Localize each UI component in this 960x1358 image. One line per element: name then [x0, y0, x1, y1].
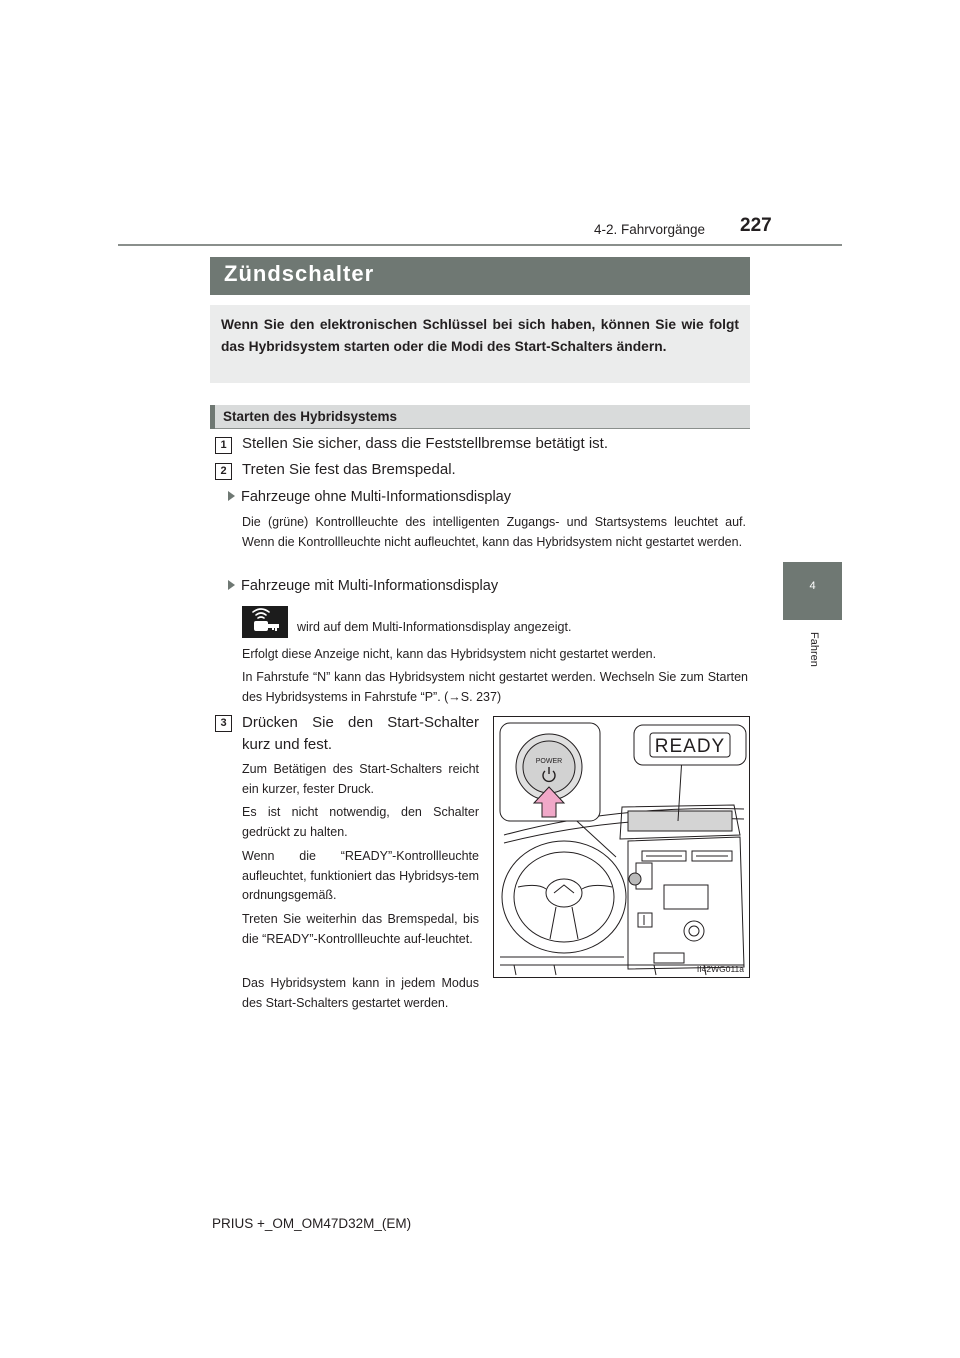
step-text-1: Stellen Sie sicher, dass die Feststellbremse betätigt ist. — [242, 435, 609, 452]
intro-box — [210, 305, 750, 383]
bullet-label: Fahrzeuge ohne Multi-Informationsdisplay — [241, 489, 511, 505]
chapter-tab: 4 — [783, 562, 842, 620]
bullet-without-display-text: Die (grüne) Kontrollleuchte des intelligenten Zugangs- und Startsystems leuchtet auf. Wenn die Kontrollleuchte nicht aufleuchtet, kann das Hybridsystem nicht gestartet werden. — [242, 515, 746, 549]
step3-note-5: Das Hybridsystem kann in jedem Modus des Start-Schalters gestartet werden. — [242, 976, 479, 1010]
section-reference: 4-2. Fahrvorgänge — [594, 222, 706, 237]
step3-note-4: Treten Sie weiterhin das Bremspedal, bis die “READY”-Kontrollleuchte auf-leuchtet. — [242, 912, 479, 946]
step-badge-1: 1 — [215, 437, 232, 454]
illustration-caption: II42WG011a — [696, 964, 744, 974]
power-label: POWER — [535, 758, 563, 765]
ready-label: READY — [654, 736, 726, 757]
bullet-triangle-icon — [228, 491, 235, 501]
bullet-with-display — [228, 578, 498, 594]
icon-description: wird auf dem Multi-Informationsdisplay angezeigt. — [297, 620, 572, 634]
bullet-without-display — [228, 489, 511, 505]
bullet-label: Fahrzeuge mit Multi-Informationsdisplay — [241, 578, 499, 594]
dashboard-illustration — [493, 716, 750, 978]
header-rule — [118, 244, 842, 246]
page-title-bar — [210, 257, 750, 295]
intro-text: Wenn Sie den elektronischen Schlüssel bei sich haben, können Sie wie folgt das Hybridsystem starten oder die Modi des Start-Schalters ändern. — [221, 317, 739, 354]
chapter-label: Fahren — [808, 632, 820, 667]
smart-key-icon — [242, 606, 288, 638]
step-badge-2: 2 — [215, 463, 232, 480]
display-note-2: In Fahrstufe “N” kann das Hybridsystem nicht gestartet werden. Wechseln Sie zum Starten des Hybridsystems in Fahrstufe “P”. (→S. 237) — [242, 670, 748, 704]
dashboard-drawing — [494, 717, 750, 978]
page-title: Zündschalter — [224, 261, 375, 286]
page-number: 227 — [740, 215, 772, 236]
step3-note-3: Wenn die “READY”-Kontrollleuchte aufleuchtet, funktioniert das Hybridsys-tem ordnungsgemäß. — [242, 849, 479, 902]
subsection-title: Starten des Hybridsystems — [223, 409, 398, 424]
subsection-accent — [210, 405, 215, 429]
bullet-triangle-icon — [228, 580, 235, 590]
footer-code: PRIUS +_OM_OM47D32M_(EM) — [212, 1216, 412, 1231]
display-note-1: Erfolgt diese Anzeige nicht, kann das Hybridsystem nicht gestartet werden. — [242, 647, 657, 661]
step-badge-3: 3 — [215, 715, 232, 732]
subsection-heading — [210, 405, 750, 429]
step3-note-1: Zum Betätigen des Start-Schalters reicht ein kurzer, fester Druck. — [242, 762, 479, 796]
step3-note-2: Es ist nicht notwendig, den Schalter gedrückt zu halten. — [242, 805, 479, 839]
step-text-3: Drücken Sie den Start-Schalter kurz und fest. — [242, 714, 479, 753]
step-text-2: Treten Sie fest das Bremspedal. — [242, 461, 456, 478]
